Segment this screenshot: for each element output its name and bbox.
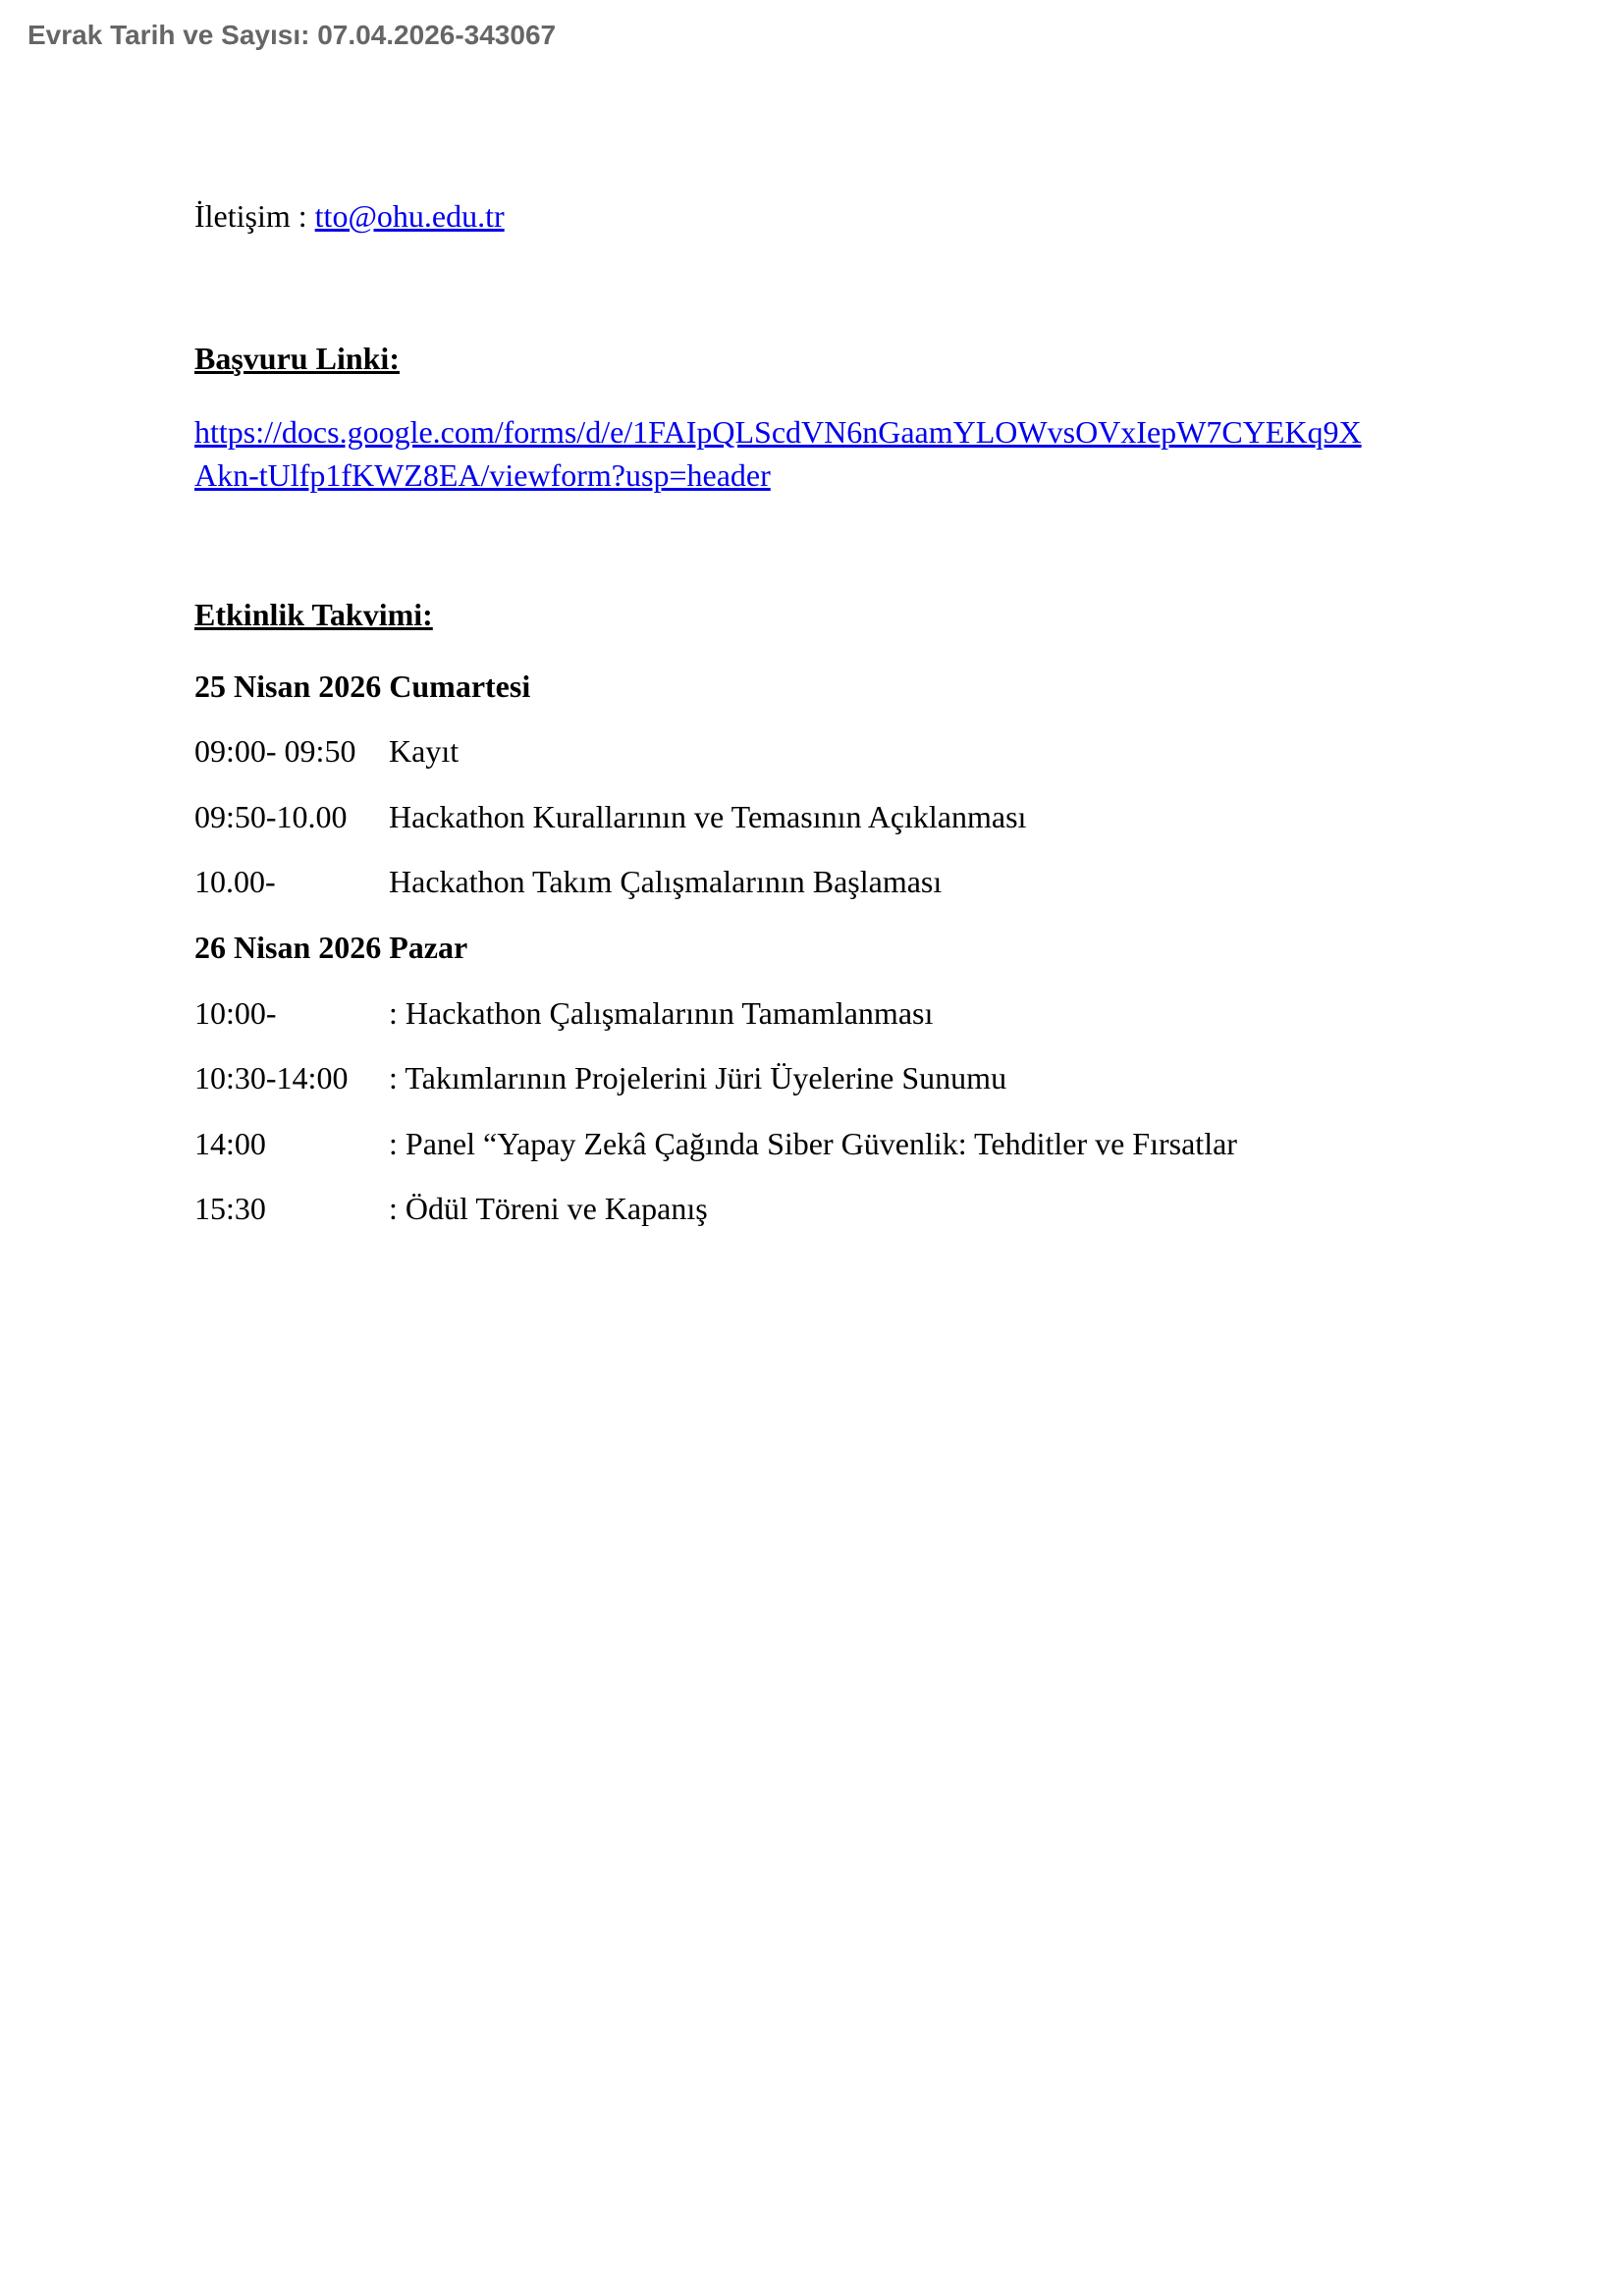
schedule-time: 09:50-10.00 <box>194 799 348 834</box>
schedule-description: : Ödül Töreni ve Kapanış <box>389 1191 708 1226</box>
schedule-description: : Takımlarının Projelerini Jüri Üyelerine Sunumu <box>389 1060 1007 1095</box>
schedule-time: 15:30 <box>194 1191 266 1226</box>
schedule-description: Hackathon Takım Çalışmalarının Başlaması <box>389 864 943 899</box>
document-date-number-stamp: Evrak Tarih ve Sayısı: 07.04.2026-343067 <box>27 20 557 50</box>
schedule-row <box>194 795 1026 838</box>
schedule-description: : Hackathon Çalışmalarının Tamamlanması <box>389 995 934 1031</box>
application-form-link[interactable] <box>194 410 1432 497</box>
schedule-row <box>194 1122 1237 1165</box>
schedule-time: 10:00- <box>194 995 277 1031</box>
application-link-line-1[interactable]: https://docs.google.com/forms/d/e/1FAIpQLScdVN6nGaamYLOWvsOVxIepW7CYEKq9X <box>194 414 1362 450</box>
schedule-time: 14:00 <box>194 1126 266 1161</box>
schedule-time: 10.00- <box>194 864 276 899</box>
schedule-row <box>194 1056 1006 1099</box>
schedule-row <box>194 729 459 773</box>
event-calendar-heading: Etkinlik Takvimi: <box>194 597 433 632</box>
contact-line <box>194 194 505 238</box>
schedule-row <box>194 860 942 903</box>
schedule-time: 10:30-14:00 <box>194 1060 349 1095</box>
contact-label: İletişim : <box>194 198 315 234</box>
day-heading-sunday: 26 Nisan 2026 Pazar <box>194 930 468 965</box>
schedule-time: 09:00- 09:50 <box>194 733 356 769</box>
schedule-description: Kayıt <box>389 733 460 769</box>
schedule-row <box>194 1187 708 1230</box>
application-link-heading: Başvuru Linki: <box>194 341 400 376</box>
day-heading-saturday: 25 Nisan 2026 Cumartesi <box>194 668 531 704</box>
application-link-line-2[interactable]: Akn-tUlfp1fKWZ8EA/viewform?usp=header <box>194 457 771 493</box>
contact-email-link[interactable]: tto@ohu.edu.tr <box>314 198 505 234</box>
schedule-description: Hackathon Kurallarının ve Temasının Açıklanması <box>389 799 1027 834</box>
schedule-row <box>194 991 933 1035</box>
schedule-description: : Panel “Yapay Zekâ Çağında Siber Güvenlik: Tehditler ve Fırsatlar <box>389 1126 1237 1161</box>
